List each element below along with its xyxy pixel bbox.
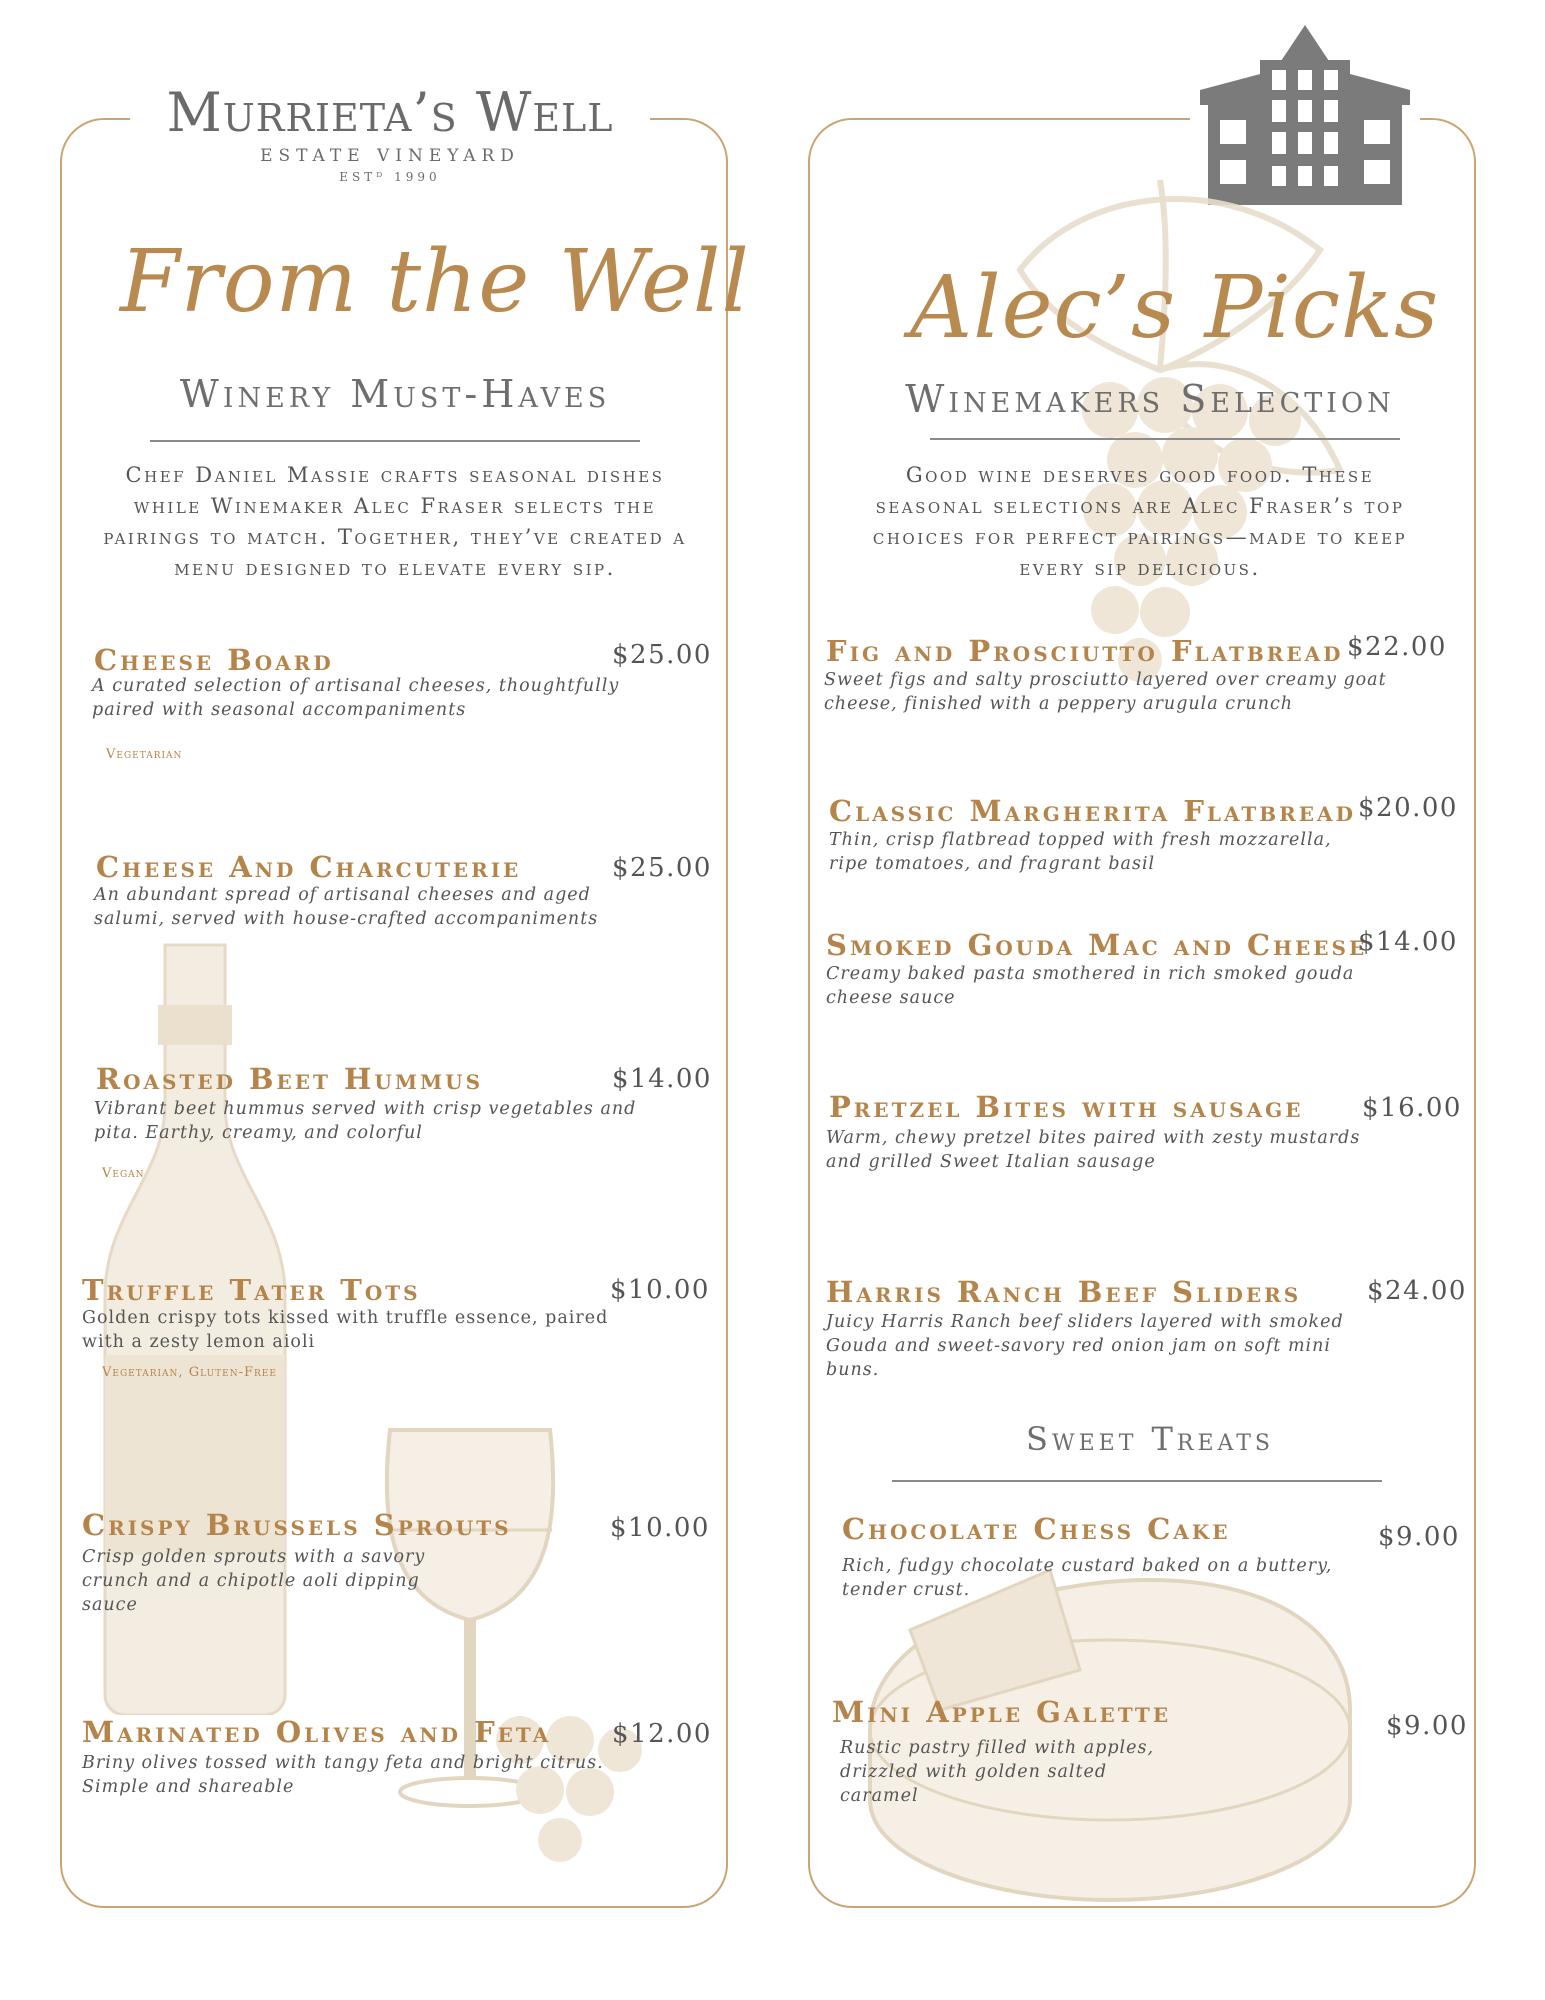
menu-item-description: A curated selection of artisanal cheeses, thoughtfully paired with seasonal accompaniments [92,676,620,720]
menu-item-name: Classic Margherita Flatbread [829,794,1356,828]
menu-item-name: Pretzel Bites with sausage [829,1090,1304,1124]
dietary-tag: Vegan [102,1166,145,1181]
left-intro: Chef Daniel Massie crafts seasonal dishes while Winemaker Alec Fraser selects the pairings to match. Together, they’ve created a menu designed to elevate every sip. [103,463,687,580]
menu-item-description: Vibrant beet hummus served with crisp vegetables and pita. Earthy, creamy, and colorful [94,1099,637,1143]
menu-item-price: $16.00 [1362,1093,1462,1123]
menu-item-price: $14.00 [612,1064,712,1094]
menu-item-description: Rich, fudgy chocolate custard baked on a buttery, tender crust. [842,1556,1333,1600]
grapes-watermark [960,150,1380,710]
menu-item-name: Crispy Brussels Sprouts [82,1508,512,1542]
menu-item-price: $12.00 [612,1719,712,1749]
brand-subtitle: ESTATE VINEYARD [260,146,520,166]
dietary-tag: Vegetarian [106,747,183,762]
dietary-tag: Vegetarian, Gluten-Free [102,1365,277,1380]
right-intro: Good wine deserves good food. These seasonal selections are Alec Fraser’s top choices for perfect pairings—made to keep every sip delicious. [872,463,1408,580]
menu-item-description: Thin, crisp flatbread topped with fresh mozzarella, ripe tomatoes, and fragrant basil [829,830,1332,874]
left-section-title: Winery Must-Haves [179,372,611,416]
brand-name: Murrieta’s Well [166,81,614,144]
menu-item-price: $14.00 [1358,927,1458,957]
menu-item-name: Marinated Olives and Feta [82,1715,552,1749]
menu-item-price: $24.00 [1367,1276,1467,1306]
left-divider [150,440,640,442]
sweet-treats-divider [892,1480,1382,1482]
menu-item-price: $22.00 [1347,632,1447,662]
menu-item-name: Harris Ranch Beef Sliders [826,1275,1302,1309]
menu-item-description: Sweet figs and salty prosciutto layered over creamy goat cheese, finished with a peppery arugula crunch [824,670,1387,714]
menu-item-description: Golden crispy tots kissed with truffle essence, paired with a zesty lemon aioli [82,1308,609,1352]
menu-item-description: Warm, chewy pretzel bites paired with zesty mustards and grilled Sweet Italian sausage [826,1128,1361,1172]
menu-item-description: Creamy baked pasta smothered in rich smoked gouda cheese sauce [826,964,1355,1008]
menu-item-description: An abundant spread of artisanal cheeses and aged salumi, served with house-crafted accompaniments [94,885,599,929]
menu-item-name: Fig and Prosciutto Flatbread [826,634,1344,668]
menu-item-name: Cheese And Charcuterie [96,850,522,884]
brand-established: ESTᴰ 1990 [339,170,441,184]
brand-logo [130,82,650,202]
menu-item-price: $9.00 [1386,1711,1468,1741]
menu-item-price: $9.00 [1378,1522,1460,1552]
left-script-title: From the Well [120,232,750,332]
menu-item-description: Rustic pastry filled with apples, drizzled with golden salted caramel [840,1738,1155,1806]
menu-item-price: $25.00 [612,640,712,670]
right-script-title: Alec’s Picks [910,258,1440,358]
menu-item-name: Truffle Tater Tots [82,1273,421,1307]
menu-item-description: Briny olives tossed with tangy feta and bright citrus. Simple and shareable [82,1753,604,1797]
menu-item-name: Mini Apple Galette [832,1695,1172,1729]
menu-item-name: Smoked Gouda Mac and Cheese [826,928,1368,962]
menu-item-price: $25.00 [612,853,712,883]
menu-item-description: Juicy Harris Ranch beef sliders layered with smoked Gouda and sweet-savory red onion jam on soft mini buns. [826,1312,1344,1380]
menu-item-name: Roasted Beet Hummus [96,1062,484,1096]
sweet-treats-title: Sweet Treats [1026,1420,1274,1458]
menu-item-price: $10.00 [610,1275,710,1305]
menu-item-description: Crisp golden sprouts with a savory crunch and a chipotle aoli dipping sauce [82,1547,426,1615]
right-divider [930,438,1400,440]
menu-item-price: $20.00 [1358,793,1458,823]
menu-item-price: $10.00 [610,1513,710,1543]
menu-item-name: Cheese Board [94,643,334,677]
menu-item-name: Chocolate Chess Cake [842,1512,1231,1546]
right-section-title: Winemakers Selection [905,377,1395,421]
